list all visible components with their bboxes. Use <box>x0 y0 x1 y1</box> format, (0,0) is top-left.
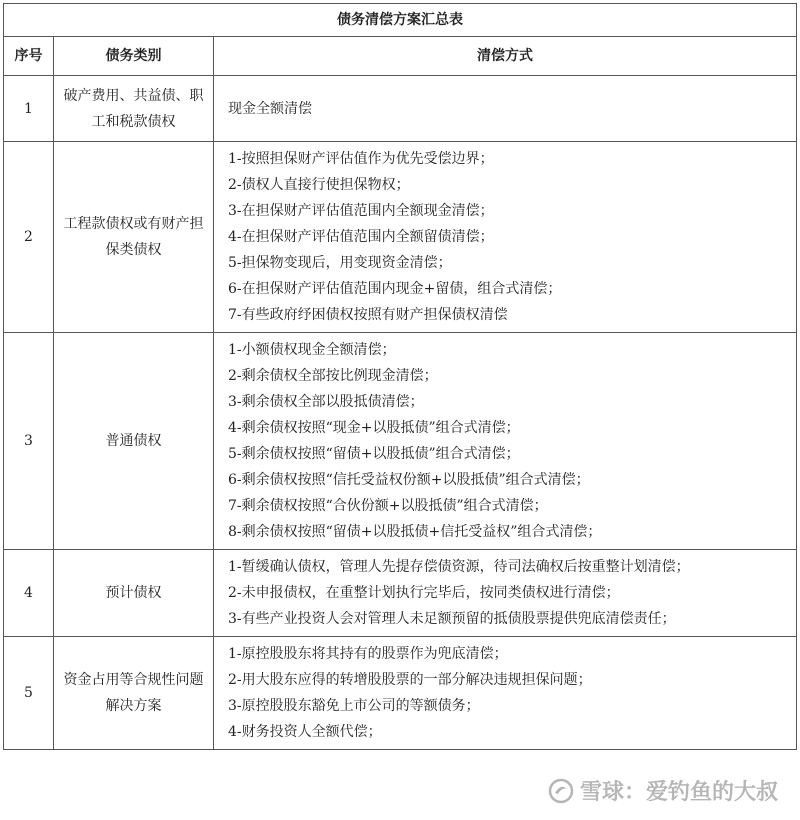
method-item: 1-原控股股东将其持有的股票作为兜底清偿； <box>228 646 508 662</box>
method-item: 5-剩余债权按照“留债+以股抵债”组合式清偿； <box>228 446 520 462</box>
table-row <box>4 76 797 142</box>
table-title: 债务清偿方案汇总表 <box>4 4 797 37</box>
method-item: 1-暂缓确认债权，管理人先提存偿债资源，待司法确权后按重整计划清偿； <box>228 559 690 575</box>
method-item: 3-剩余债权全部以股抵债清偿； <box>228 394 424 410</box>
method-item: 3-在担保财产评估值范围内全额现金清偿； <box>228 203 494 219</box>
method-item: 8-剩余债权按照“留债+以股抵债+信托受益权”组合式清偿； <box>228 524 602 540</box>
method-item: 5-担保物变现后，用变现资金清偿； <box>228 255 452 271</box>
method-item: 2-剩余债权全部按比例现金清偿； <box>228 368 438 384</box>
method-item: 7-有些政府纾困债权按照有财产担保债权清偿 <box>228 307 508 323</box>
table-row <box>4 550 797 637</box>
method-item: 6-剩余债权按照“信托受益权份额+以股抵债”组合式清偿； <box>228 472 590 488</box>
row-type: 普通债权 <box>54 333 214 550</box>
watermark-text: 雪球：爱钓鱼的大叔 <box>579 780 778 805</box>
row-seq: 1 <box>4 76 54 142</box>
header-seq: 序号 <box>4 37 54 76</box>
row-seq: 3 <box>4 333 54 550</box>
table-row <box>4 637 797 750</box>
row-methods <box>214 550 797 637</box>
row-type: 预计债权 <box>54 550 214 637</box>
watermark <box>548 775 778 806</box>
snowball-logo-icon <box>548 778 574 804</box>
row-type: 资金占用等合规性问题解决方案 <box>54 637 214 750</box>
method-item: 2-债权人直接行使担保物权； <box>228 177 410 193</box>
row-method: 现金全额清偿 <box>214 76 797 142</box>
method-item: 3-原控股股东豁免上市公司的等额债务； <box>228 698 480 714</box>
table-container <box>3 3 796 750</box>
row-type: 破产费用、共益债、职工和税款债权 <box>54 76 214 142</box>
row-methods <box>214 333 797 550</box>
row-type: 工程款债权或有财产担保类债权 <box>54 142 214 333</box>
method-item: 4-在担保财产评估值范围内全额留债清偿； <box>228 229 494 245</box>
header-method: 清偿方式 <box>214 37 797 76</box>
row-seq: 5 <box>4 637 54 750</box>
method-item: 4-剩余债权按照“现金+以股抵债”组合式清偿； <box>228 420 520 436</box>
row-seq: 2 <box>4 142 54 333</box>
table-row <box>4 142 797 333</box>
method-item: 2-未申报债权，在重整计划执行完毕后，按同类债权进行清偿； <box>228 585 620 601</box>
method-item: 1-按照担保财产评估值作为优先受偿边界； <box>228 151 494 167</box>
method-item: 7-剩余债权按照“合伙份额+以股抵债”组合式清偿； <box>228 498 548 514</box>
row-methods <box>214 142 797 333</box>
method-item: 4-财务投资人全额代偿； <box>228 724 382 740</box>
debt-repayment-table <box>3 3 797 750</box>
method-item: 1-小额债权现金全额清偿； <box>228 342 396 358</box>
table-row <box>4 333 797 550</box>
row-methods <box>214 637 797 750</box>
header-type: 债务类别 <box>54 37 214 76</box>
method-item: 3-有些产业投资人会对管理人未足额预留的抵债股票提供兜底清偿责任； <box>228 611 676 627</box>
method-item: 6-在担保财产评估值范围内现金+留债，组合式清偿； <box>228 281 562 297</box>
method-item: 2-用大股东应得的转增股股票的一部分解决违规担保问题； <box>228 672 592 688</box>
row-seq: 4 <box>4 550 54 637</box>
